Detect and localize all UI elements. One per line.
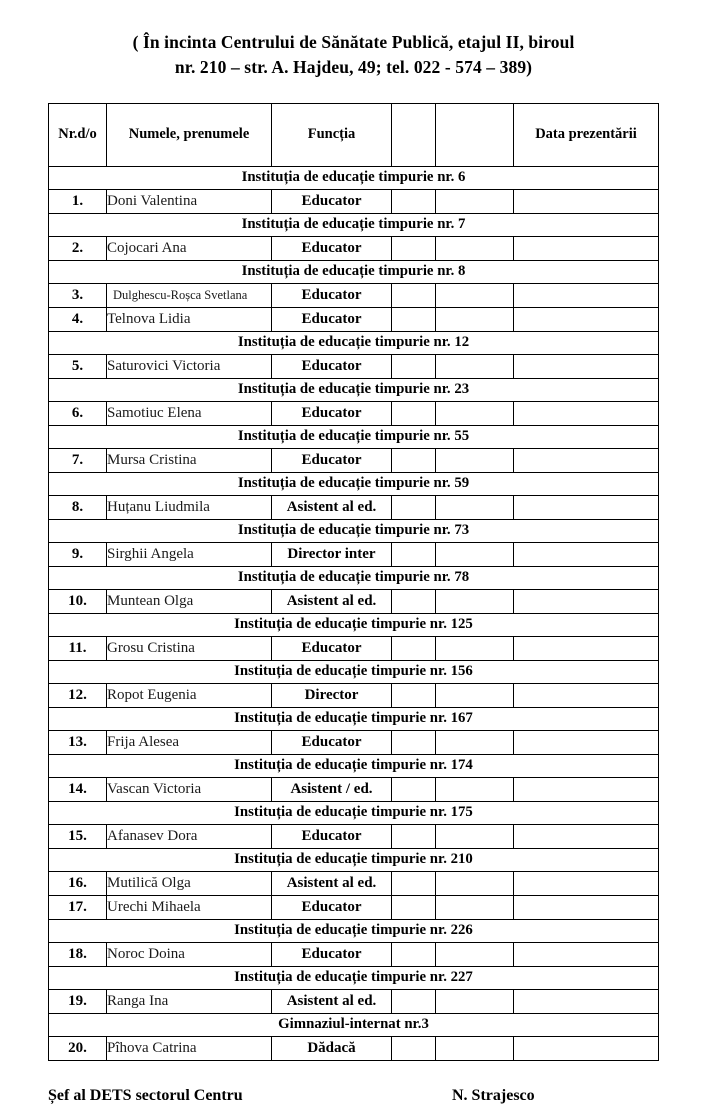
- table-row: [49, 283, 659, 307]
- institution-label: Instituția de educație timpurie nr. 7: [49, 213, 659, 236]
- institution-label: Instituția de educație timpurie nr. 8: [49, 260, 659, 283]
- column-header-function: Funcția: [272, 103, 392, 166]
- cell-empty-2: [436, 307, 514, 331]
- table-header-row: [49, 103, 659, 166]
- cell-person-name: Doni Valentina: [107, 189, 272, 213]
- column-header-nr: Nr.d/o: [49, 103, 107, 166]
- cell-date: [514, 236, 659, 260]
- cell-number: 6.: [49, 401, 107, 425]
- cell-date: [514, 542, 659, 566]
- footer-title: Șef al DETS sectorul Centru: [48, 1086, 243, 1104]
- cell-date: [514, 989, 659, 1013]
- institution-label: Instituția de educație timpurie nr. 210: [49, 848, 659, 871]
- cell-empty-2: [436, 989, 514, 1013]
- cell-empty-1: [392, 448, 436, 472]
- institution-group-row: [49, 213, 659, 236]
- institution-label: Instituția de educație timpurie nr. 59: [49, 472, 659, 495]
- institution-group-row: [49, 966, 659, 989]
- cell-empty-2: [436, 1036, 514, 1060]
- institution-group-row: [49, 260, 659, 283]
- cell-person-name: Huțanu Liudmila: [107, 495, 272, 519]
- cell-person-name: Mursa Cristina: [107, 448, 272, 472]
- table-row: [49, 589, 659, 613]
- cell-number: 20.: [49, 1036, 107, 1060]
- cell-empty-1: [392, 354, 436, 378]
- cell-date: [514, 824, 659, 848]
- cell-empty-2: [436, 636, 514, 660]
- institution-group-row: [49, 801, 659, 824]
- cell-empty-2: [436, 589, 514, 613]
- cell-empty-2: [436, 683, 514, 707]
- cell-number: 4.: [49, 307, 107, 331]
- cell-empty-1: [392, 824, 436, 848]
- cell-number: 17.: [49, 895, 107, 919]
- cell-date: [514, 683, 659, 707]
- cell-function: Asistent al ed.: [272, 871, 392, 895]
- cell-number: 10.: [49, 589, 107, 613]
- cell-function: Asistent al ed.: [272, 989, 392, 1013]
- institution-label: Instituția de educație timpurie nr. 175: [49, 801, 659, 824]
- cell-person-name: Ranga Ina: [107, 989, 272, 1013]
- cell-function: Educator: [272, 189, 392, 213]
- cell-empty-2: [436, 189, 514, 213]
- cell-number: 14.: [49, 777, 107, 801]
- header-line-1: ( În incinta Centrului de Sănătate Publică, etajul II, biroul: [132, 32, 575, 52]
- cell-date: [514, 495, 659, 519]
- cell-number: 15.: [49, 824, 107, 848]
- cell-date: [514, 589, 659, 613]
- institution-label: Instituția de educație timpurie nr. 167: [49, 707, 659, 730]
- cell-function: Educator: [272, 236, 392, 260]
- cell-empty-1: [392, 283, 436, 307]
- table-row: [49, 354, 659, 378]
- cell-function: Educator: [272, 354, 392, 378]
- institution-label: Instituția de educație timpurie nr. 78: [49, 566, 659, 589]
- institution-group-row: [49, 660, 659, 683]
- cell-empty-2: [436, 448, 514, 472]
- institution-group-row: [49, 425, 659, 448]
- cell-function: Educator: [272, 636, 392, 660]
- institution-label: Instituția de educație timpurie nr. 55: [49, 425, 659, 448]
- cell-number: 2.: [49, 236, 107, 260]
- cell-person-name: Dulghescu-Roșca Svetlana: [107, 283, 272, 307]
- cell-function: Educator: [272, 448, 392, 472]
- institution-label: Instituția de educație timpurie nr. 156: [49, 660, 659, 683]
- cell-number: 3.: [49, 283, 107, 307]
- cell-function: Educator: [272, 942, 392, 966]
- institution-label: Instituția de educație timpurie nr. 73: [49, 519, 659, 542]
- cell-empty-1: [392, 683, 436, 707]
- cell-function: Educator: [272, 824, 392, 848]
- cell-person-name: Afanasev Dora: [107, 824, 272, 848]
- table-row: [49, 542, 659, 566]
- table-row: [49, 448, 659, 472]
- cell-person-name: Samotiuc Elena: [107, 401, 272, 425]
- cell-empty-1: [392, 401, 436, 425]
- footer-signer: N. Strajesco: [452, 1086, 535, 1104]
- document-page: [0, 30, 707, 1104]
- table-row: [49, 683, 659, 707]
- cell-person-name: Urechi Mihaela: [107, 895, 272, 919]
- table-row: [49, 1036, 659, 1060]
- table-row: [49, 730, 659, 754]
- cell-empty-1: [392, 542, 436, 566]
- cell-empty-1: [392, 307, 436, 331]
- cell-date: [514, 895, 659, 919]
- cell-number: 16.: [49, 871, 107, 895]
- cell-person-name: Vascan Victoria: [107, 777, 272, 801]
- cell-empty-1: [392, 189, 436, 213]
- table-row: [49, 871, 659, 895]
- cell-empty-1: [392, 871, 436, 895]
- institution-group-row: [49, 331, 659, 354]
- cell-function: Dădacă: [272, 1036, 392, 1060]
- cell-date: [514, 636, 659, 660]
- institution-label: Instituția de educație timpurie nr. 6: [49, 166, 659, 189]
- cell-empty-2: [436, 871, 514, 895]
- cell-empty-1: [392, 589, 436, 613]
- institution-label: Instituția de educație timpurie nr. 125: [49, 613, 659, 636]
- cell-person-name: Sirghii Angela: [107, 542, 272, 566]
- institution-group-row: [49, 472, 659, 495]
- table-row: [49, 777, 659, 801]
- column-header-date: Data prezentării: [514, 103, 659, 166]
- cell-empty-1: [392, 730, 436, 754]
- table-row: [49, 895, 659, 919]
- column-header-empty-1: [392, 103, 436, 166]
- cell-empty-1: [392, 942, 436, 966]
- cell-function: Asistent al ed.: [272, 495, 392, 519]
- cell-number: 18.: [49, 942, 107, 966]
- cell-person-name: Ropot Eugenia: [107, 683, 272, 707]
- cell-number: 13.: [49, 730, 107, 754]
- institution-group-row: [49, 519, 659, 542]
- table-header: [49, 103, 659, 166]
- table-body: [49, 166, 659, 1060]
- cell-number: 11.: [49, 636, 107, 660]
- cell-empty-2: [436, 542, 514, 566]
- institution-group-row: [49, 166, 659, 189]
- cell-empty-1: [392, 236, 436, 260]
- cell-date: [514, 283, 659, 307]
- column-header-name: Numele, prenumele: [107, 103, 272, 166]
- cell-empty-2: [436, 942, 514, 966]
- cell-empty-1: [392, 495, 436, 519]
- cell-date: [514, 307, 659, 331]
- cell-empty-2: [436, 236, 514, 260]
- cell-number: 9.: [49, 542, 107, 566]
- cell-empty-1: [392, 1036, 436, 1060]
- cell-function: Director: [272, 683, 392, 707]
- institution-label: Instituția de educație timpurie nr. 226: [49, 919, 659, 942]
- table-row: [49, 495, 659, 519]
- institution-group-row: [49, 566, 659, 589]
- institution-group-row: [49, 1013, 659, 1036]
- cell-empty-2: [436, 283, 514, 307]
- cell-date: [514, 448, 659, 472]
- cell-date: [514, 871, 659, 895]
- table-row: [49, 307, 659, 331]
- cell-date: [514, 401, 659, 425]
- cell-empty-2: [436, 777, 514, 801]
- cell-person-name: Saturovici Victoria: [107, 354, 272, 378]
- cell-person-name: Pîhova Catrina: [107, 1036, 272, 1060]
- cell-function: Educator: [272, 307, 392, 331]
- cell-number: 1.: [49, 189, 107, 213]
- table-row: [49, 636, 659, 660]
- cell-empty-2: [436, 895, 514, 919]
- cell-person-name: Noroc Doina: [107, 942, 272, 966]
- cell-number: 7.: [49, 448, 107, 472]
- cell-date: [514, 189, 659, 213]
- cell-empty-1: [392, 895, 436, 919]
- cell-empty-1: [392, 636, 436, 660]
- institution-group-row: [49, 613, 659, 636]
- cell-function: Educator: [272, 730, 392, 754]
- table-row: [49, 236, 659, 260]
- institution-label: Gimnaziul-internat nr.3: [49, 1013, 659, 1036]
- table-row: [49, 189, 659, 213]
- cell-person-name: Grosu Cristina: [107, 636, 272, 660]
- cell-function: Educator: [272, 895, 392, 919]
- institution-label: Instituția de educație timpurie nr. 23: [49, 378, 659, 401]
- institution-group-row: [49, 707, 659, 730]
- document-footer: [0, 1087, 707, 1105]
- cell-function: Asistent al ed.: [272, 589, 392, 613]
- cell-person-name: Cojocari Ana: [107, 236, 272, 260]
- cell-empty-1: [392, 777, 436, 801]
- cell-number: 12.: [49, 683, 107, 707]
- table-row: [49, 989, 659, 1013]
- cell-number: 19.: [49, 989, 107, 1013]
- cell-date: [514, 730, 659, 754]
- table-row: [49, 401, 659, 425]
- table-row: [49, 824, 659, 848]
- cell-empty-2: [436, 730, 514, 754]
- attendance-table: [48, 103, 659, 1061]
- cell-empty-2: [436, 354, 514, 378]
- table-row: [49, 942, 659, 966]
- institution-label: Instituția de educație timpurie nr. 227: [49, 966, 659, 989]
- cell-date: [514, 1036, 659, 1060]
- institution-group-row: [49, 754, 659, 777]
- cell-person-name: Mutilică Olga: [107, 871, 272, 895]
- cell-empty-2: [436, 824, 514, 848]
- institution-label: Instituția de educație timpurie nr. 174: [49, 754, 659, 777]
- cell-empty-1: [392, 989, 436, 1013]
- document-header: [0, 30, 707, 81]
- cell-empty-2: [436, 495, 514, 519]
- cell-date: [514, 942, 659, 966]
- cell-person-name: Telnova Lidia: [107, 307, 272, 331]
- institution-group-row: [49, 919, 659, 942]
- cell-date: [514, 777, 659, 801]
- cell-number: 5.: [49, 354, 107, 378]
- column-header-empty-2: [436, 103, 514, 166]
- cell-function: Educator: [272, 401, 392, 425]
- cell-person-name: Muntean Olga: [107, 589, 272, 613]
- institution-label: Instituția de educație timpurie nr. 12: [49, 331, 659, 354]
- cell-function: Educator: [272, 283, 392, 307]
- institution-group-row: [49, 378, 659, 401]
- cell-number: 8.: [49, 495, 107, 519]
- cell-date: [514, 354, 659, 378]
- cell-function: Asistent / ed.: [272, 777, 392, 801]
- cell-empty-2: [436, 401, 514, 425]
- institution-group-row: [49, 848, 659, 871]
- cell-function: Director inter: [272, 542, 392, 566]
- cell-person-name: Frija Alesea: [107, 730, 272, 754]
- header-line-2: nr. 210 – str. A. Hajdeu, 49; tel. 022 - 574 – 389): [174, 57, 533, 78]
